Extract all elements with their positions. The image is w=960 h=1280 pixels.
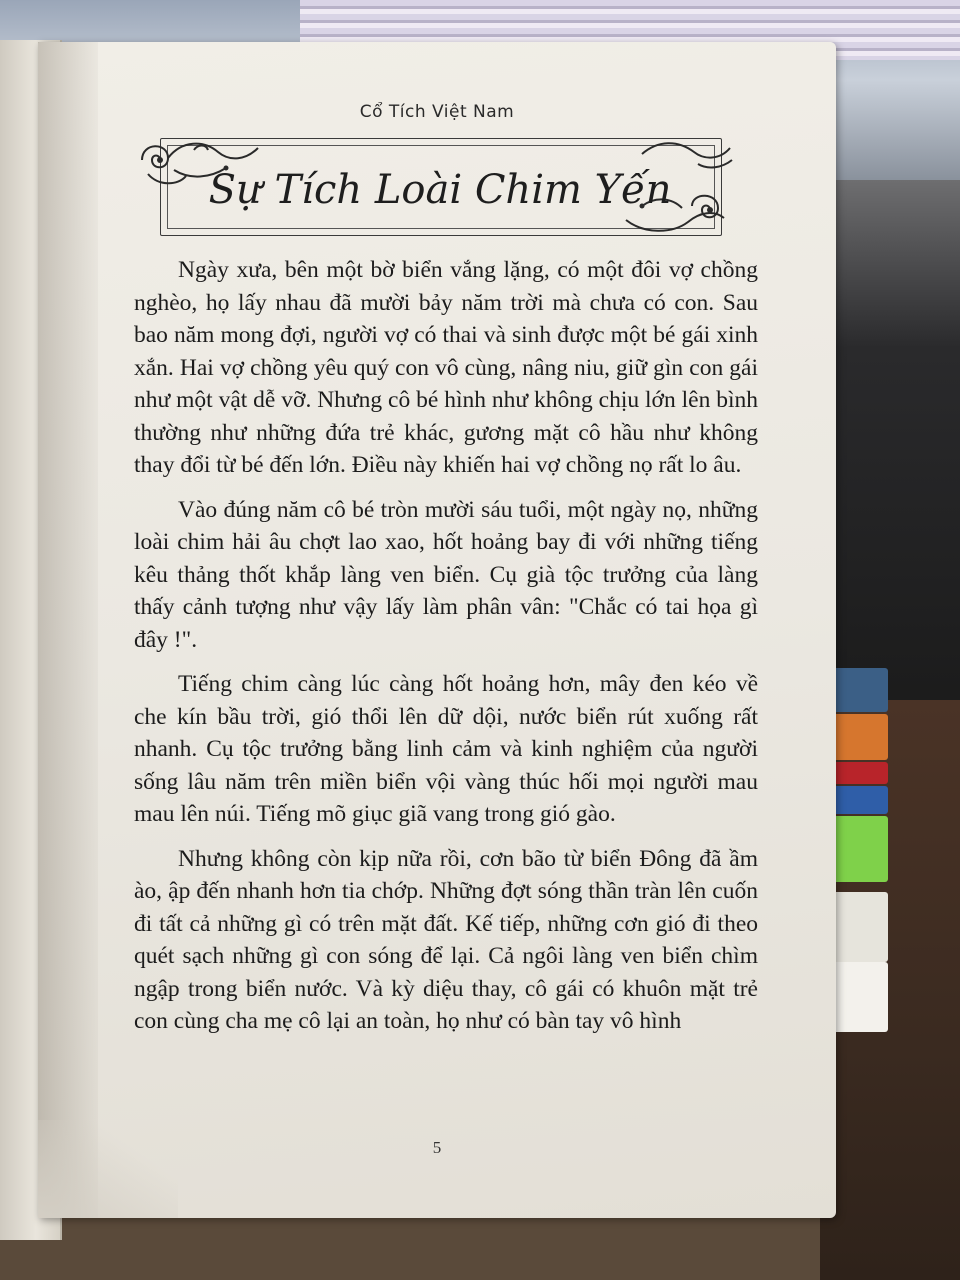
- background-dark-area: [820, 180, 960, 740]
- story-text: [134, 254, 758, 1050]
- paragraph-1: Ngày xưa, bên một bờ biển vắng lặng, có một đôi vợ chồng nghèo, họ lấy nhau đã mười bảy năm trời mà chưa có con. Sau bao năm mong đợi, người vợ có thai và sinh được một bé gái xinh xắn. Hai vợ chồng yêu quý con vô cùng, nâng niu, giữ gìn con gái như một vật dễ vỡ. Nhưng cô bé hình như không chịu lớn lên bình thường như những đứa trẻ khác, gương mặt cô hầu như không thay đổi từ bé đến lớn. Điều này khiến hai vợ chồng nọ rất lo âu.: [134, 257, 758, 478]
- background-book-stack-5: [828, 816, 888, 882]
- background-book-stack-7: [828, 962, 888, 1032]
- paragraph-2: Vào đúng năm cô bé tròn mười sáu tuổi, một ngày nọ, những loài chim hải âu chợt lao xao, hốt hoảng bay đi với những tiếng kêu thảng thốt khắp làng ven biển. Cụ già tộc trưởng của làng thấy cảnh tượng như vậy lấy làm phân vân: "Chắc có tai họa gì đây !".: [134, 496, 758, 653]
- page-gutter-shadow: [38, 42, 98, 1218]
- paragraph-3: Tiếng chim càng lúc càng hốt hoảng hơn, mây đen kéo về che kín bầu trời, gió thổi lên dữ dội, nước biển rút xuống rất nhanh. Cụ tộc trưởng bằng linh cảm và kinh nghiệm của người sống lâu năm trên miền biển vội vàng thúc hối mọi người mau mau lên núi. Tiếng mõ giục giã vang trong gió gào.: [134, 671, 758, 827]
- background-book-stack-2: [828, 714, 888, 760]
- paragraph-4: Nhưng không còn kịp nữa rồi, cơn bão từ biển Đông đã ầm ào, ập đến nhanh hơn tia chớp. Những đợt sóng thần tràn lên cuốn đi tất cả những gì có trên mặt đất. Kế tiếp, những cơn gió đi theo quét sạch những gì con sóng để lại. Cả ngôi làng ven biển chìm ngập trong biển nước. Và kỳ diệu thay, cô gái có khuôn mặt trẻ con cùng cha mẹ cô lại an toàn, họ như có bàn tay vô hình: [134, 845, 758, 1034]
- page-number: 5: [432, 1138, 442, 1157]
- page-corner-wear: [38, 1120, 178, 1218]
- background-book-stack-4: [828, 786, 888, 814]
- running-head: Cổ Tích Việt Nam: [359, 102, 515, 122]
- background-book-stack-1: [828, 668, 888, 712]
- background-book-stack-6: [828, 892, 888, 962]
- background-book-stack-3: [828, 762, 888, 784]
- book-page: [38, 42, 836, 1218]
- page-title: Sự Tích Loài Chim Yến: [208, 167, 672, 213]
